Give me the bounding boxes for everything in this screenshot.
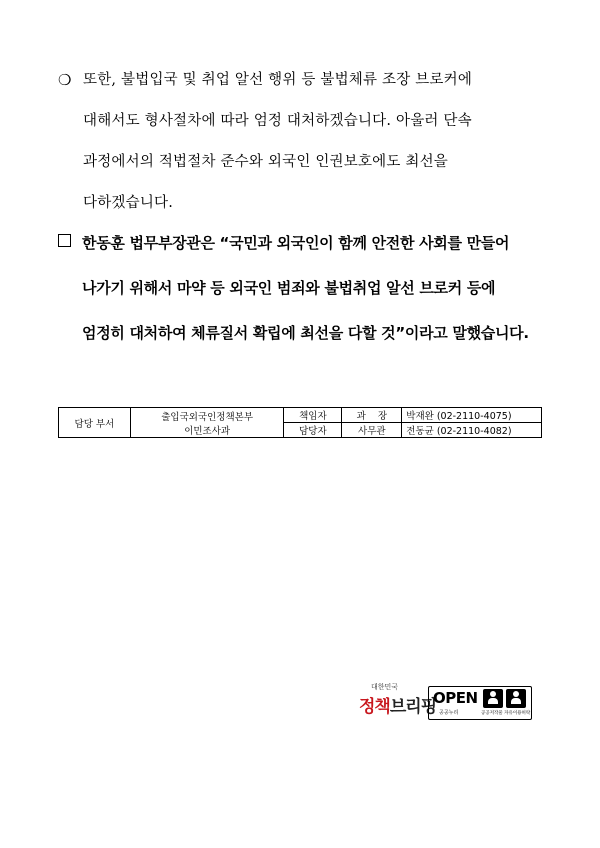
attribution-icon	[483, 689, 503, 708]
dept-name-cell	[130, 408, 284, 438]
open-label: OPEN	[433, 689, 478, 707]
paragraph-box-line: 엄정히 대처하여 체류질서 확립에 최선을 다할 것”이라고 말했습니다.	[82, 324, 529, 342]
open-license-badge	[428, 686, 532, 720]
position-cell: 사무관	[342, 423, 402, 438]
dept-name-line: 출입국외국인정책본부	[161, 411, 254, 423]
policy-briefing-logo	[355, 682, 535, 722]
paragraph-o-line: 다하겠습니다.	[83, 195, 174, 211]
table-row	[59, 408, 542, 423]
dept-label-cell: 담당 부서	[59, 408, 131, 438]
role-cell: 담당자	[284, 423, 342, 438]
dept-name-line: 이민조사과	[184, 425, 231, 437]
commercial-use-icon	[506, 689, 526, 708]
paragraph-box-line: 한동훈 법무부장관은 “국민과 외국인이 함께 안전한 사회를 만들어	[82, 234, 510, 252]
logo-brand	[359, 692, 436, 717]
paragraph-o-line: 대해서도 형사절차에 따라 엄정 대처하겠습니다. 아울러 단속	[83, 113, 472, 129]
logo-brand-part1: 정책	[359, 697, 390, 717]
position-cell: 과 장	[342, 408, 402, 423]
logo-small-text: 대한민국	[371, 683, 399, 691]
person-cell: 박재완 (02-2110-4075)	[402, 408, 542, 423]
contact-table	[58, 407, 542, 438]
license-icons	[483, 689, 529, 708]
paragraph-o-line: 또한, 불법입국 및 취업 알선 행위 등 불법체류 조장 브로커에	[83, 72, 473, 88]
circle-bullet-icon: ❍	[58, 71, 72, 89]
person-cell: 전동균 (02-2110-4082)	[402, 423, 542, 438]
role-cell: 책임자	[284, 408, 342, 423]
square-bullet-icon	[58, 234, 71, 247]
paragraph-o-line: 과정에서의 적법절차 준수와 외국인 인권보호에도 최선을	[83, 154, 449, 170]
license-note: 공공저작물 자유이용허락	[481, 711, 531, 716]
open-sub-label: 공공누리	[439, 710, 459, 716]
paragraph-box-line: 나가기 위해서 마약 등 외국인 범죄와 불법취업 알선 브로커 등에	[82, 279, 496, 297]
logo-brand-part2: 브리핑	[389, 697, 437, 717]
